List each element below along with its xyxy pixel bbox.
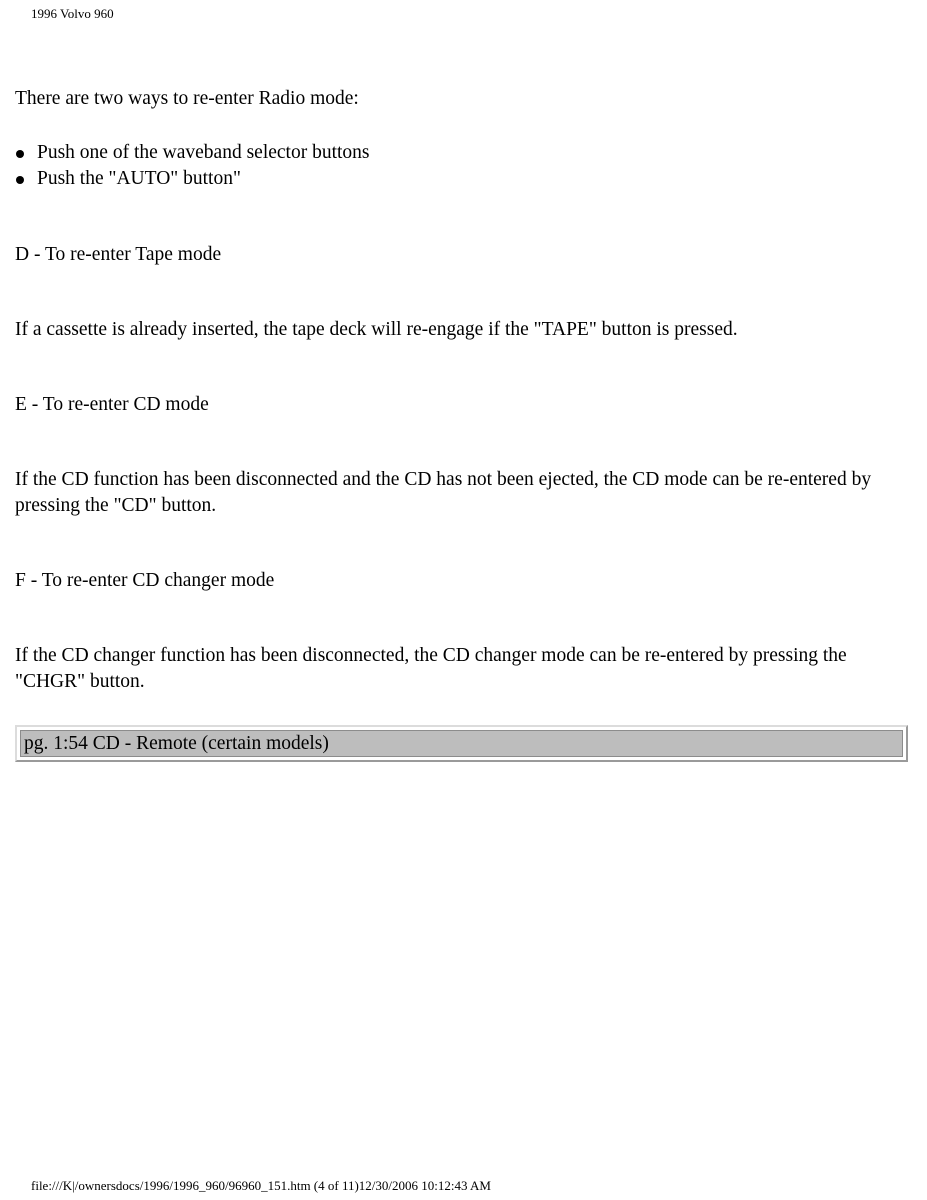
section-d-text: If a cassette is already inserted, the tape deck will re-engage if the "TAPE" button is pressed. — [15, 319, 738, 340]
list-item — [15, 140, 905, 166]
intro-text: There are two ways to re-enter Radio mode: — [15, 88, 359, 109]
list-item — [15, 166, 905, 192]
list-item-text: Push one of the waveband selector buttons — [37, 142, 370, 163]
document-body — [15, 86, 905, 695]
document-footer-path: file:///K|/ownersdocs/1996/1996_960/96960_151.htm (4 of 11)12/30/2006 10:12:43 AM — [31, 1178, 491, 1193]
bullet-icon — [16, 176, 24, 184]
radio-mode-bullet-list — [15, 140, 905, 192]
bullet-icon — [16, 150, 24, 158]
page-link-box — [15, 725, 908, 762]
section-e-heading: E - To re-enter CD mode — [15, 394, 209, 415]
page-link[interactable]: pg. 1:54 CD - Remote (certain models) — [20, 730, 903, 757]
section-f-heading: F - To re-enter CD changer mode — [15, 570, 275, 591]
section-f-text: If the CD changer function has been disconnected, the CD changer mode can be re-entered by pressing the "CHGR" button. — [15, 645, 847, 692]
document-header-title: 1996 Volvo 960 — [31, 6, 114, 21]
list-item-text: Push the "AUTO" button" — [37, 168, 241, 189]
section-d-heading: D - To re-enter Tape mode — [15, 244, 222, 265]
section-e-text: If the CD function has been disconnected and the CD has not been ejected, the CD mode can be re-entered by pressing the "CD" button. — [15, 469, 872, 516]
